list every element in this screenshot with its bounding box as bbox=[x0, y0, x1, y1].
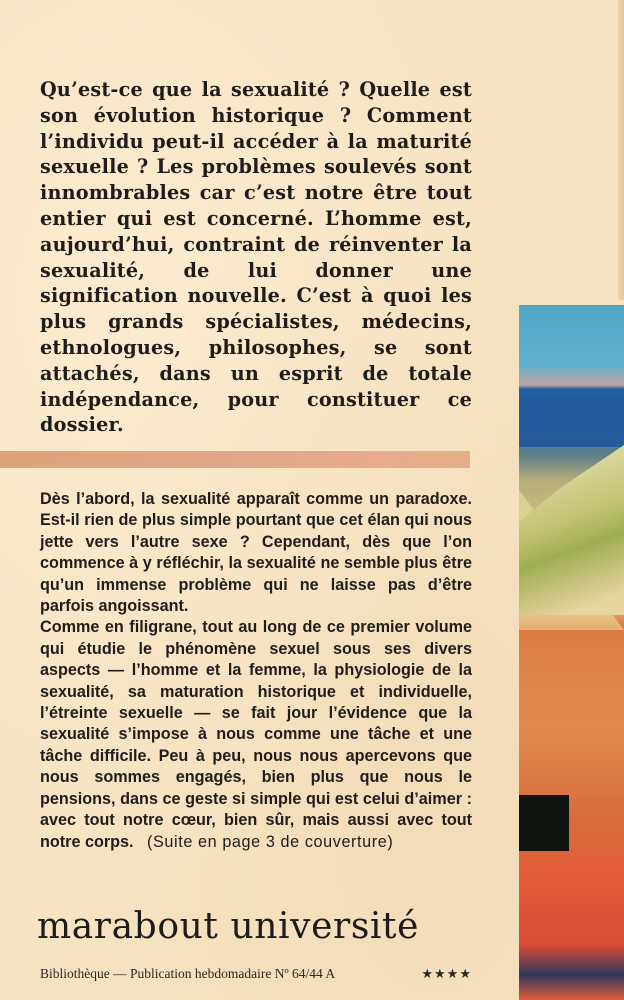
description-paragraph-2 bbox=[40, 617, 472, 852]
publication-info: Bibliothèque — Publication hebdomadaire Nº 64/44 A bbox=[40, 966, 336, 981]
publication-footer bbox=[40, 966, 472, 982]
cover-painting-strip bbox=[519, 305, 624, 1000]
rating-stars-icon: ★★★★ bbox=[421, 966, 472, 981]
intro-blurb: Qu’est-ce que la sexualité ? Quelle est son évolution historique ? Comment l’individu peut-il accéder à la maturité sexuelle ? Les problèmes soulevés sont innombrables car c’est notre être tout entier qui est concerné. L’homme est, aujourd’hui, contraint de réinventer la sexualité, de lui donner une signification nouvelle. C’est à quoi les plus grands spécialistes, médecins, ethnologues, philosophes, se sont attachés, dans un esprit de totale indépendance, pour constituer ce dossier. bbox=[40, 78, 472, 437]
description-paragraph-2-text: Comme en filigrane, tout au long de ce premier volume qui étudie le phénomène sexuel sous ses divers aspects — l’homme et la femme, la physiologie de la sexualité, sa maturation historique et individuelle, l’étreinte sexuelle — se fait jour l’évidence que la sexualité s’impose à nous comme une tâche et une tâche difficile. Peu à peu, nous nous apercevons que nous sommes engagés, bien plus que nous le pensions, dans ce geste si simple qui est celui d’aimer : avec tout notre cœur, bien sûr, mais aussi avec tout notre corps. bbox=[40, 618, 472, 851]
continuation-note: (Suite en page 3 de couverture) bbox=[147, 832, 394, 851]
painting-cliff bbox=[519, 445, 624, 615]
decorative-stripe bbox=[0, 451, 470, 468]
description-paragraph-1: Dès l’abord, la sexualité apparaît comme un paradoxe. Est-il rien de plus simple pourtant que cet élan qui nous jette vers l’autre sexe ? Cependant, dès que l’on commence à y réfléchir, la sexualité ne semble plus être qu’un immense problème qui ne laisse pas d’être parfois angoissant. bbox=[40, 490, 472, 616]
painting-dark-shape bbox=[519, 795, 569, 851]
spine-edge bbox=[618, 0, 624, 300]
publisher-brand: marabout université bbox=[37, 906, 419, 947]
back-cover-description bbox=[40, 489, 472, 853]
painting-sea bbox=[519, 397, 624, 447]
